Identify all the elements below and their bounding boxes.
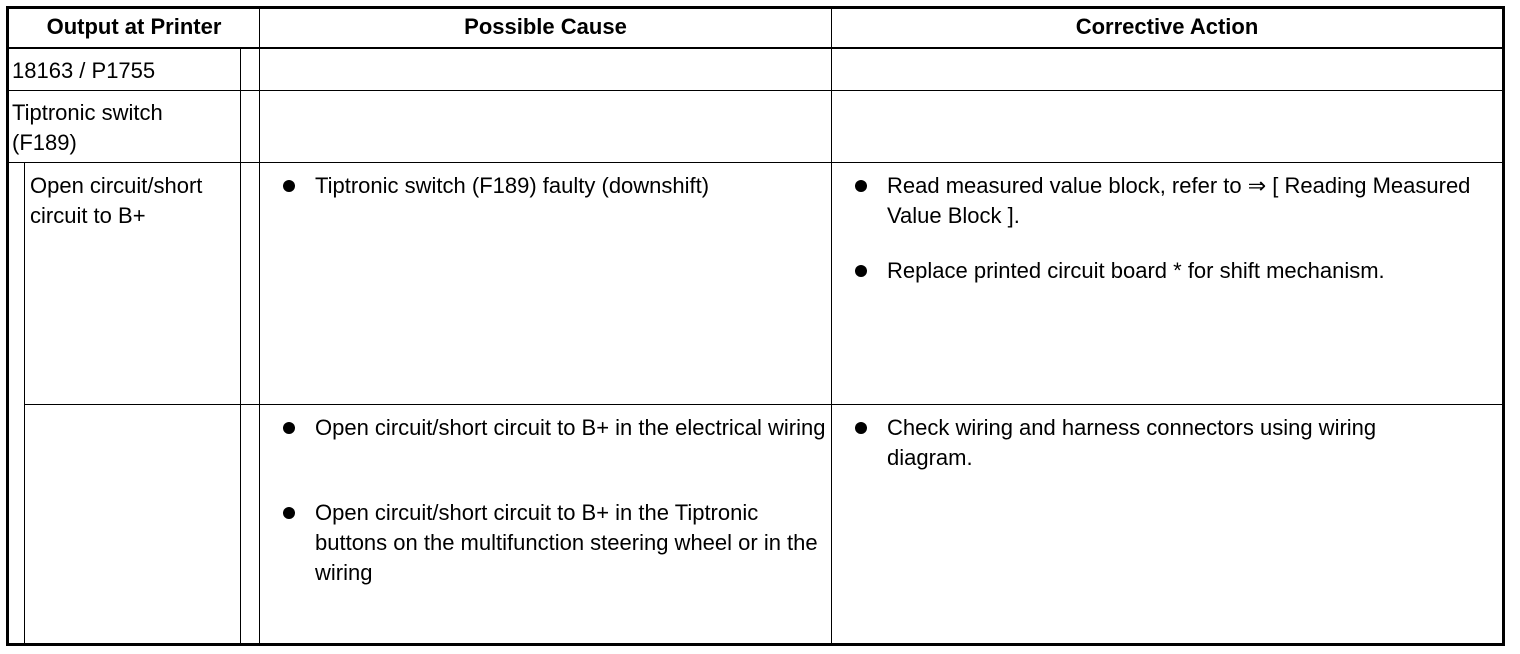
header-output: Output at Printer — [46, 14, 222, 39]
fault-code: 18163 / P1755 — [12, 58, 156, 83]
bullet-icon — [855, 422, 867, 434]
bullet-icon — [855, 265, 867, 277]
bullet-icon — [855, 180, 867, 192]
bullet-icon — [283, 180, 295, 192]
column-divider — [831, 6, 832, 646]
cause-item: Open circuit/short circuit to B+ in the electrical wiring — [283, 413, 828, 443]
action-item: Check wiring and harness connectors using wiring diagram. — [855, 413, 1455, 473]
column-divider — [240, 47, 241, 646]
header-cause: Possible Cause — [464, 14, 627, 39]
row-divider — [6, 162, 1505, 163]
cause-item: Open circuit/short circuit to B+ in the Tiptronic buttons on the multifunction steering wheel or in the wiring — [283, 498, 828, 588]
indent-divider — [24, 162, 25, 646]
header-divider — [6, 47, 1505, 49]
header-action: Corrective Action — [1075, 14, 1259, 39]
column-divider — [259, 6, 260, 646]
component-name: Tiptronic switch (F189) — [12, 100, 163, 155]
bullet-icon — [283, 507, 295, 519]
fault-type: Open circuit/short circuit to B+ — [30, 173, 203, 228]
action-item: Replace printed circuit board * for shift mechanism. — [855, 256, 1475, 286]
row-divider — [6, 90, 1505, 91]
cause-item: Tiptronic switch (F189) faulty (downshift) — [283, 171, 828, 201]
row-divider — [24, 404, 1505, 405]
bullet-icon — [283, 422, 295, 434]
action-item: Read measured value block, refer to ⇒ [ Reading Measured Value Block ]. — [855, 171, 1475, 231]
